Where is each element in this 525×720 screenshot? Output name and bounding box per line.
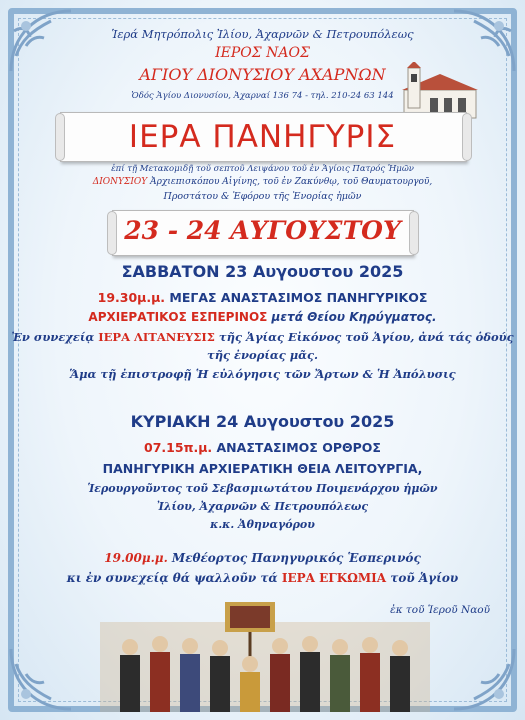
- naos-label: ΙΕΡΟΣ ΝΑΟΣ: [215, 45, 310, 61]
- saturday-heading: ΣΑΒΒΑΤΟΝ 23 Αυγουστου 2025: [121, 262, 404, 281]
- signature: ἐκ τοῦ Ἱεροῦ Ναοῦ: [390, 604, 490, 616]
- procession-icon: [100, 602, 430, 712]
- metropolis-line: Ἱερά Μητρόπολις Ἰλίου, Ἀχαρνῶν & Πετρουπόλεως: [111, 27, 414, 41]
- sunday-line-1: 07.15π.μ. ΑΝΑΣΤΑΣΙΜΟΣ ΟΡΘΡΟΣ: [144, 440, 381, 455]
- occasion-line-1: ἐπί τῇ Μετακομιδῇ τοῦ σεπτοῦ Λειψάνου τοῦ ἐν Ἁγίοις Πατρός Ἡμῶν: [111, 164, 414, 174]
- saturday-line-3: Ἐν συνεχείᾳ ΙΕΡΑ ΛΙΤΑΝΕΥΣΙΣ τῆς Ἁγίας Εἰκόνος τοῦ Ἁγίου, ἀνά τάς ὁδούς: [11, 330, 514, 344]
- saint-name: ΔΙΟΝΥΣΙΟΥ: [92, 177, 148, 187]
- saturday-line-1: 19.30μ.μ. ΜΕΓΑΣ ΑΝΑΣΤΑΣΙΜΟΣ ΠΑΝΗΓΥΡΙΚΟΣ: [97, 290, 428, 305]
- saturday-line-4: τῆς ἐνορίας μᾶς.: [206, 348, 319, 362]
- saturday-line-5: Ἅμα τῇ ἐπιστροφῇ Ἡ εὐλόγησις τῶν Ἄρτων & Ἡ Ἀπόλυσις: [69, 367, 456, 381]
- church-address: Ὁδός Ἁγίου Διονυσίου, Ἀχαρναί 136 74 - τηλ. 210-24 63 144: [131, 91, 394, 101]
- sunday-line-4: Ἰλίου, Ἀχαρνῶν & Πετρουπόλεως: [156, 500, 369, 513]
- page-title: ΙΕΡΑ ΠΑΝΗΓΥΡΙΣ: [128, 119, 397, 155]
- saturday-line-2: ΑΡΧΙΕΡΑΤΙΚΟΣ ΕΣΠΕΡΙΝΟΣ μετά Θείου Κηρύγματος.: [88, 310, 437, 324]
- sunday-line-5: κ.κ. Ἀθηναγόρου: [210, 518, 315, 531]
- ornament-corner-icon: [449, 644, 519, 714]
- sunday-heading: ΚΥΡΙΑΚΗ 24 Αυγουστου 2025: [130, 412, 395, 431]
- sunday-line-2: ΠΑΝΗΓΥΡΙΚΗ ΑΡΧΙΕΡΑΤΙΚΗ ΘΕΙΑ ΛΕΙΤΟΥΡΓΙΑ,: [102, 461, 423, 476]
- occasion-line-3: Προστάτου & Ἐφόρου τῆς Ἐνορίας ἡμῶν: [163, 191, 362, 202]
- vespers-line-1: 19.00μ.μ. Μεθέορτος Πανηγυρικός Ἑσπερινός: [104, 551, 421, 565]
- feast-dates: 23 - 24 ΑΥΓΟΥΣΤΟΥ: [124, 216, 401, 245]
- church-name: ΑΓΙΟΥ ΔΙΟΝΥΣΙΟΥ ΑΧΑΡΝΩΝ: [139, 65, 386, 84]
- occasion-line-2: ΔΙΟΝΥΣΙΟΥ Ἀρχιεπισκόπου Αἰγίνης, τοῦ ἐν Ζακύνθῳ, τοῦ Θαυματουργοῦ,: [92, 177, 433, 187]
- vespers-line-2: κι ἐν συνεχείᾳ θά ψαλλοῦν τά ΙΕΡΑ ΕΓΚΩΜΙΑ τοῦ Ἁγίου: [66, 571, 459, 585]
- ornament-corner-icon: [6, 644, 76, 714]
- sunday-line-3: Ἱερουργοῦντος τοῦ Σεβασμιωτάτου Ποιμενάρχου ἡμῶν: [87, 482, 438, 495]
